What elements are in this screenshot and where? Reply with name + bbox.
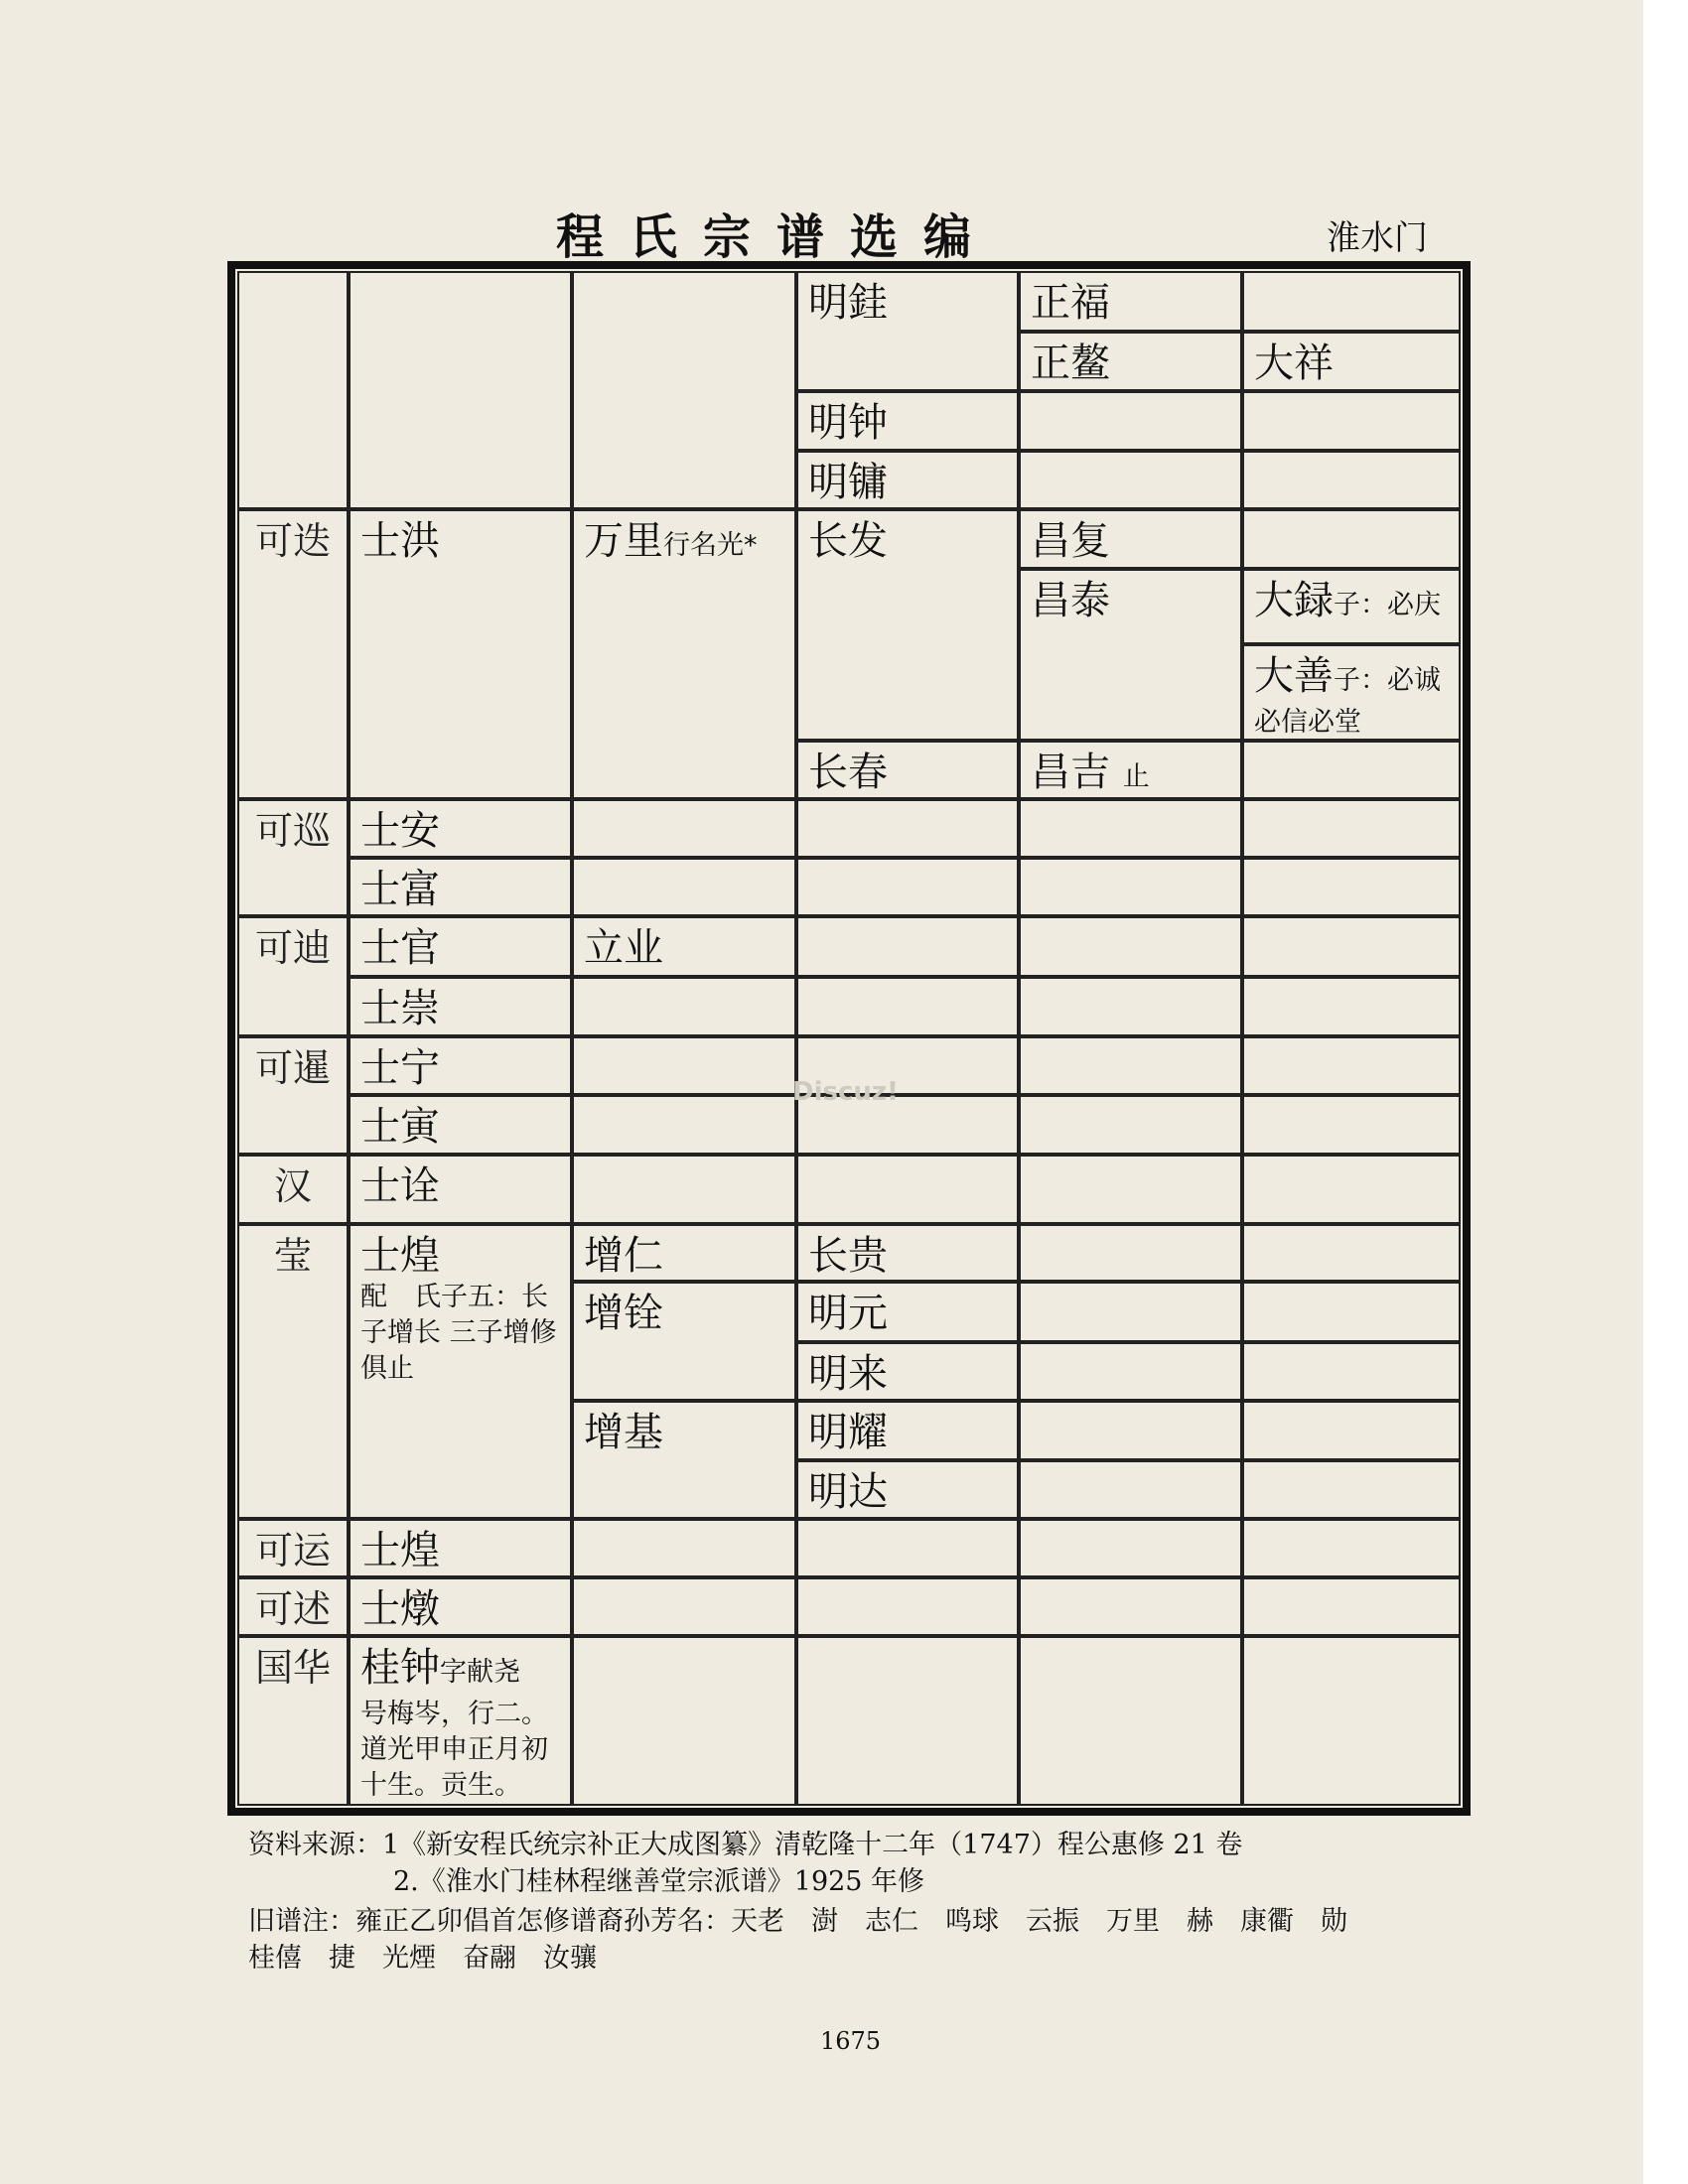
- name-text: 大録: [1254, 578, 1334, 623]
- cell-name: 正福: [1019, 271, 1242, 332]
- cell-empty: [237, 271, 349, 509]
- name-note-continued: 必信必堂: [1254, 707, 1361, 738]
- cell-name: 明耀: [796, 1401, 1019, 1460]
- cell-name: 明銈: [796, 271, 1019, 391]
- cell-empty: [1242, 1401, 1461, 1460]
- name-text: 士煌: [360, 1233, 440, 1279]
- cell-name: 明达: [796, 1460, 1019, 1519]
- cell-name: 士宁: [349, 1036, 572, 1095]
- cell-name: [349, 1636, 572, 1806]
- cell-name: 正鳌: [1019, 332, 1242, 391]
- cell-name: 增铨: [572, 1282, 796, 1401]
- cell-name: 长春: [796, 741, 1019, 799]
- cell-empty: [1019, 1636, 1242, 1806]
- cell-empty: [572, 977, 796, 1036]
- cell-empty: [1242, 1282, 1461, 1342]
- cell-empty: [1019, 1224, 1242, 1282]
- cell-empty: [1242, 1577, 1461, 1636]
- cell-empty: [1242, 977, 1461, 1036]
- cell-empty: [1019, 1460, 1242, 1519]
- cell-empty: [1242, 741, 1461, 799]
- cell-name: 明镛: [796, 451, 1019, 509]
- cell-empty: [572, 1095, 796, 1155]
- footer-source-1: 资料来源：1《新安程氏统宗补正大成图纂》清乾隆十二年（1747）程公惠修 21 卷: [248, 1830, 1243, 1860]
- cell-name: 士寅: [349, 1095, 572, 1155]
- cell-empty: [1242, 271, 1461, 332]
- page-number: 1675: [820, 2027, 882, 2055]
- cell-empty: [1019, 1342, 1242, 1401]
- cell-empty: [796, 977, 1019, 1036]
- cell-empty: [572, 1036, 796, 1095]
- cell-empty: [1019, 977, 1242, 1036]
- cell-empty: [1242, 1342, 1461, 1401]
- cell-name: 士煌: [349, 1519, 572, 1577]
- cell-empty: [1242, 1519, 1461, 1577]
- cell-empty: [1019, 1036, 1242, 1095]
- cell-empty: [572, 1577, 796, 1636]
- cell-name: 明元: [796, 1282, 1019, 1342]
- cell-empty: [796, 916, 1019, 977]
- cell-empty: [1242, 1095, 1461, 1155]
- cell-empty: [1242, 391, 1461, 451]
- cell-name: 士诠: [349, 1155, 572, 1224]
- name-text: 大善: [1254, 653, 1334, 699]
- branch-label: 淮水门: [1327, 218, 1428, 258]
- cell-empty: [1019, 1401, 1242, 1460]
- cell-generation: 莹: [237, 1224, 349, 1519]
- name-text: 桂钟: [360, 1645, 440, 1691]
- cell-empty: [796, 858, 1019, 916]
- cell-empty: [1242, 1224, 1461, 1282]
- cell-empty: [1242, 916, 1461, 977]
- cell-empty: [1019, 1577, 1242, 1636]
- cell-empty: [1242, 1036, 1461, 1095]
- cell-empty: [1019, 1095, 1242, 1155]
- name-text: 昌吉: [1031, 750, 1110, 795]
- cell-name: [1019, 741, 1242, 799]
- cell-generation: 国华: [237, 1636, 349, 1806]
- footer-note-continued: 桂僖 捷 光煙 奋翮 汝骧: [248, 1943, 597, 1974]
- cell-name: 明钟: [796, 391, 1019, 451]
- name-note: 字献尧: [440, 1657, 520, 1688]
- cell-name: 士洪: [349, 509, 572, 799]
- cell-empty: [1019, 799, 1242, 858]
- cell-name: 士安: [349, 799, 572, 858]
- cell-empty: [1019, 1155, 1242, 1224]
- watermark: Discuz!: [792, 1077, 899, 1107]
- footer-source-2: 2.《淮水门桂林程继善堂宗派谱》1925 年修: [393, 1866, 925, 1897]
- cell-empty: [572, 271, 796, 509]
- cell-name: 明来: [796, 1342, 1019, 1401]
- cell-empty: [1019, 858, 1242, 916]
- name-note: 子：必诚: [1334, 665, 1441, 696]
- cell-name: 昌复: [1019, 509, 1242, 569]
- name-text: 万里: [584, 518, 663, 564]
- cell-generation: 汉: [237, 1155, 349, 1224]
- cell-empty: [796, 1519, 1019, 1577]
- cell-empty: [1242, 1636, 1461, 1806]
- cell-empty: [796, 1155, 1019, 1224]
- cell-name: 长发: [796, 509, 1019, 741]
- cell-empty: [349, 271, 572, 509]
- cell-generation: 可暹: [237, 1036, 349, 1155]
- cell-name: 士官: [349, 916, 572, 977]
- cell-name: 增基: [572, 1401, 796, 1519]
- cell-empty: [572, 799, 796, 858]
- cell-name: 士富: [349, 858, 572, 916]
- cell-generation: 可运: [237, 1519, 349, 1577]
- name-note: 止: [1122, 761, 1150, 792]
- cell-empty: [572, 1519, 796, 1577]
- cell-generation: 可迪: [237, 916, 349, 1036]
- cell-empty: [1019, 391, 1242, 451]
- cell-name: [1242, 644, 1461, 741]
- cell-empty: [1019, 451, 1242, 509]
- cell-generation: 可巡: [237, 799, 349, 916]
- cell-empty: [1242, 451, 1461, 509]
- cell-empty: [1242, 1155, 1461, 1224]
- cell-generation: 可述: [237, 1577, 349, 1636]
- cell-name: 增仁: [572, 1224, 796, 1282]
- cell-empty: [796, 1577, 1019, 1636]
- cell-empty: [1242, 1460, 1461, 1519]
- cell-name: [572, 509, 796, 799]
- cell-empty: [1019, 1519, 1242, 1577]
- cell-empty: [572, 858, 796, 916]
- cell-empty: [1242, 509, 1461, 569]
- name-note-continued: 号梅岑，行二。道光甲申正月初十生。贡生。: [360, 1699, 548, 1801]
- cell-empty: [1019, 1282, 1242, 1342]
- cell-empty: [1242, 858, 1461, 916]
- name-note: 子：必庆: [1334, 590, 1441, 620]
- cell-empty: [1242, 799, 1461, 858]
- footer-note: 旧谱注：雍正乙卯倡首怎修谱裔孙芳名：天老 澍 志仁 鸣球 云振 万里 赫 康衢 勋: [248, 1906, 1347, 1937]
- cell-empty: [796, 1636, 1019, 1806]
- cell-name: 昌泰: [1019, 569, 1242, 741]
- page-title: 程氏宗谱选编: [556, 209, 998, 265]
- cell-empty: [796, 799, 1019, 858]
- name-note: 配 氏子五：长子增长 三子增修俱止: [360, 1282, 557, 1384]
- cell-name: 大祥: [1242, 332, 1461, 391]
- cell-name: 长贵: [796, 1224, 1019, 1282]
- cell-name: [1242, 569, 1461, 644]
- cell-name: 士崇: [349, 977, 572, 1036]
- cell-empty: [1019, 916, 1242, 977]
- cell-generation: 可迭: [237, 509, 349, 799]
- name-note: 行名光*: [663, 530, 758, 561]
- cell-name: [349, 1224, 572, 1519]
- cell-empty: [572, 1155, 796, 1224]
- cell-empty: [572, 1636, 796, 1806]
- cell-name: 立业: [572, 916, 796, 977]
- cell-name: 士燉: [349, 1577, 572, 1636]
